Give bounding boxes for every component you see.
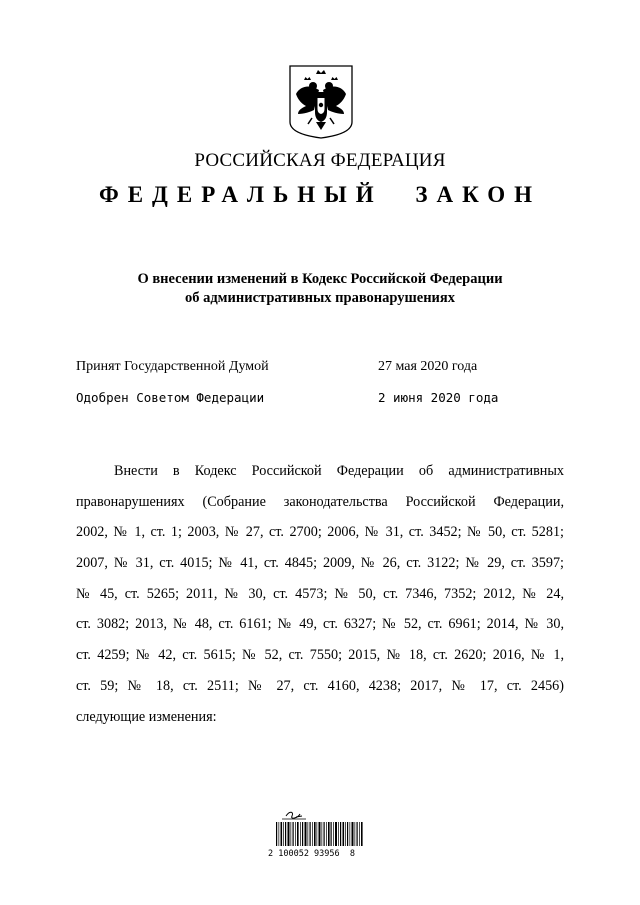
body-line: ст. 3082; 2013, № 48, ст. 6161; № 49, ст. 6327; № 52, ст. 6961; 2014, № 30,: [76, 616, 564, 633]
duma-adoption-date: 27 мая 2020 года: [378, 359, 478, 374]
council-approval-date: 2 июня 2020 года: [378, 390, 499, 405]
law-title-line-1: О внесении изменений в Кодекс Российской Федерации: [137, 271, 503, 287]
council-approval-label: Одобрен Советом Федерации: [76, 390, 265, 405]
law-title: [0, 270, 640, 308]
coat-of-arms-icon: [286, 64, 356, 140]
barcode-block: [272, 808, 368, 853]
signature-icon: [286, 812, 302, 818]
law-body-paragraph: [76, 456, 564, 732]
body-line: № 45, ст. 5265; 2011, № 30, ст. 4573; № 50, ст. 7346, 7352; 2012, № 24,: [76, 585, 564, 602]
law-title-line-2: об административных правонарушениях: [184, 290, 456, 306]
country-heading: РОССИЙСКАЯ ФЕДЕРАЦИЯ: [194, 150, 446, 171]
body-line: следующие изменения:: [76, 708, 217, 725]
duma-adoption-label: Принят Государственной Думой: [76, 359, 269, 374]
document-type-heading: ФЕДЕРАЛЬНЫЙ ЗАКОН: [98, 182, 542, 207]
barcode-number: 2 100052 93956 8: [268, 849, 355, 859]
barcode-icon: [272, 808, 368, 848]
body-line: ст. 4259; № 42, ст. 5615; № 52, ст. 7550; 2015, № 18, ст. 2620; 2016, № 1,: [76, 647, 564, 664]
body-line: ст. 59; № 18, ст. 2511; № 27, ст. 4160, 4238; 2017, № 17, ст. 2456): [76, 677, 564, 694]
body-line: правонарушениях (Собрание законодательства Российской Федерации,: [76, 493, 564, 510]
body-line: 2007, № 31, ст. 4015; № 41, ст. 4845; 2009, № 26, ст. 3122; № 29, ст. 3597;: [76, 555, 564, 572]
body-line: Внести в Кодекс Российской Федерации об административных: [114, 463, 564, 479]
body-line: 2002, № 1, ст. 1; 2003, № 27, ст. 2700; 2006, № 31, ст. 3452; № 50, ст. 5281;: [76, 524, 564, 541]
